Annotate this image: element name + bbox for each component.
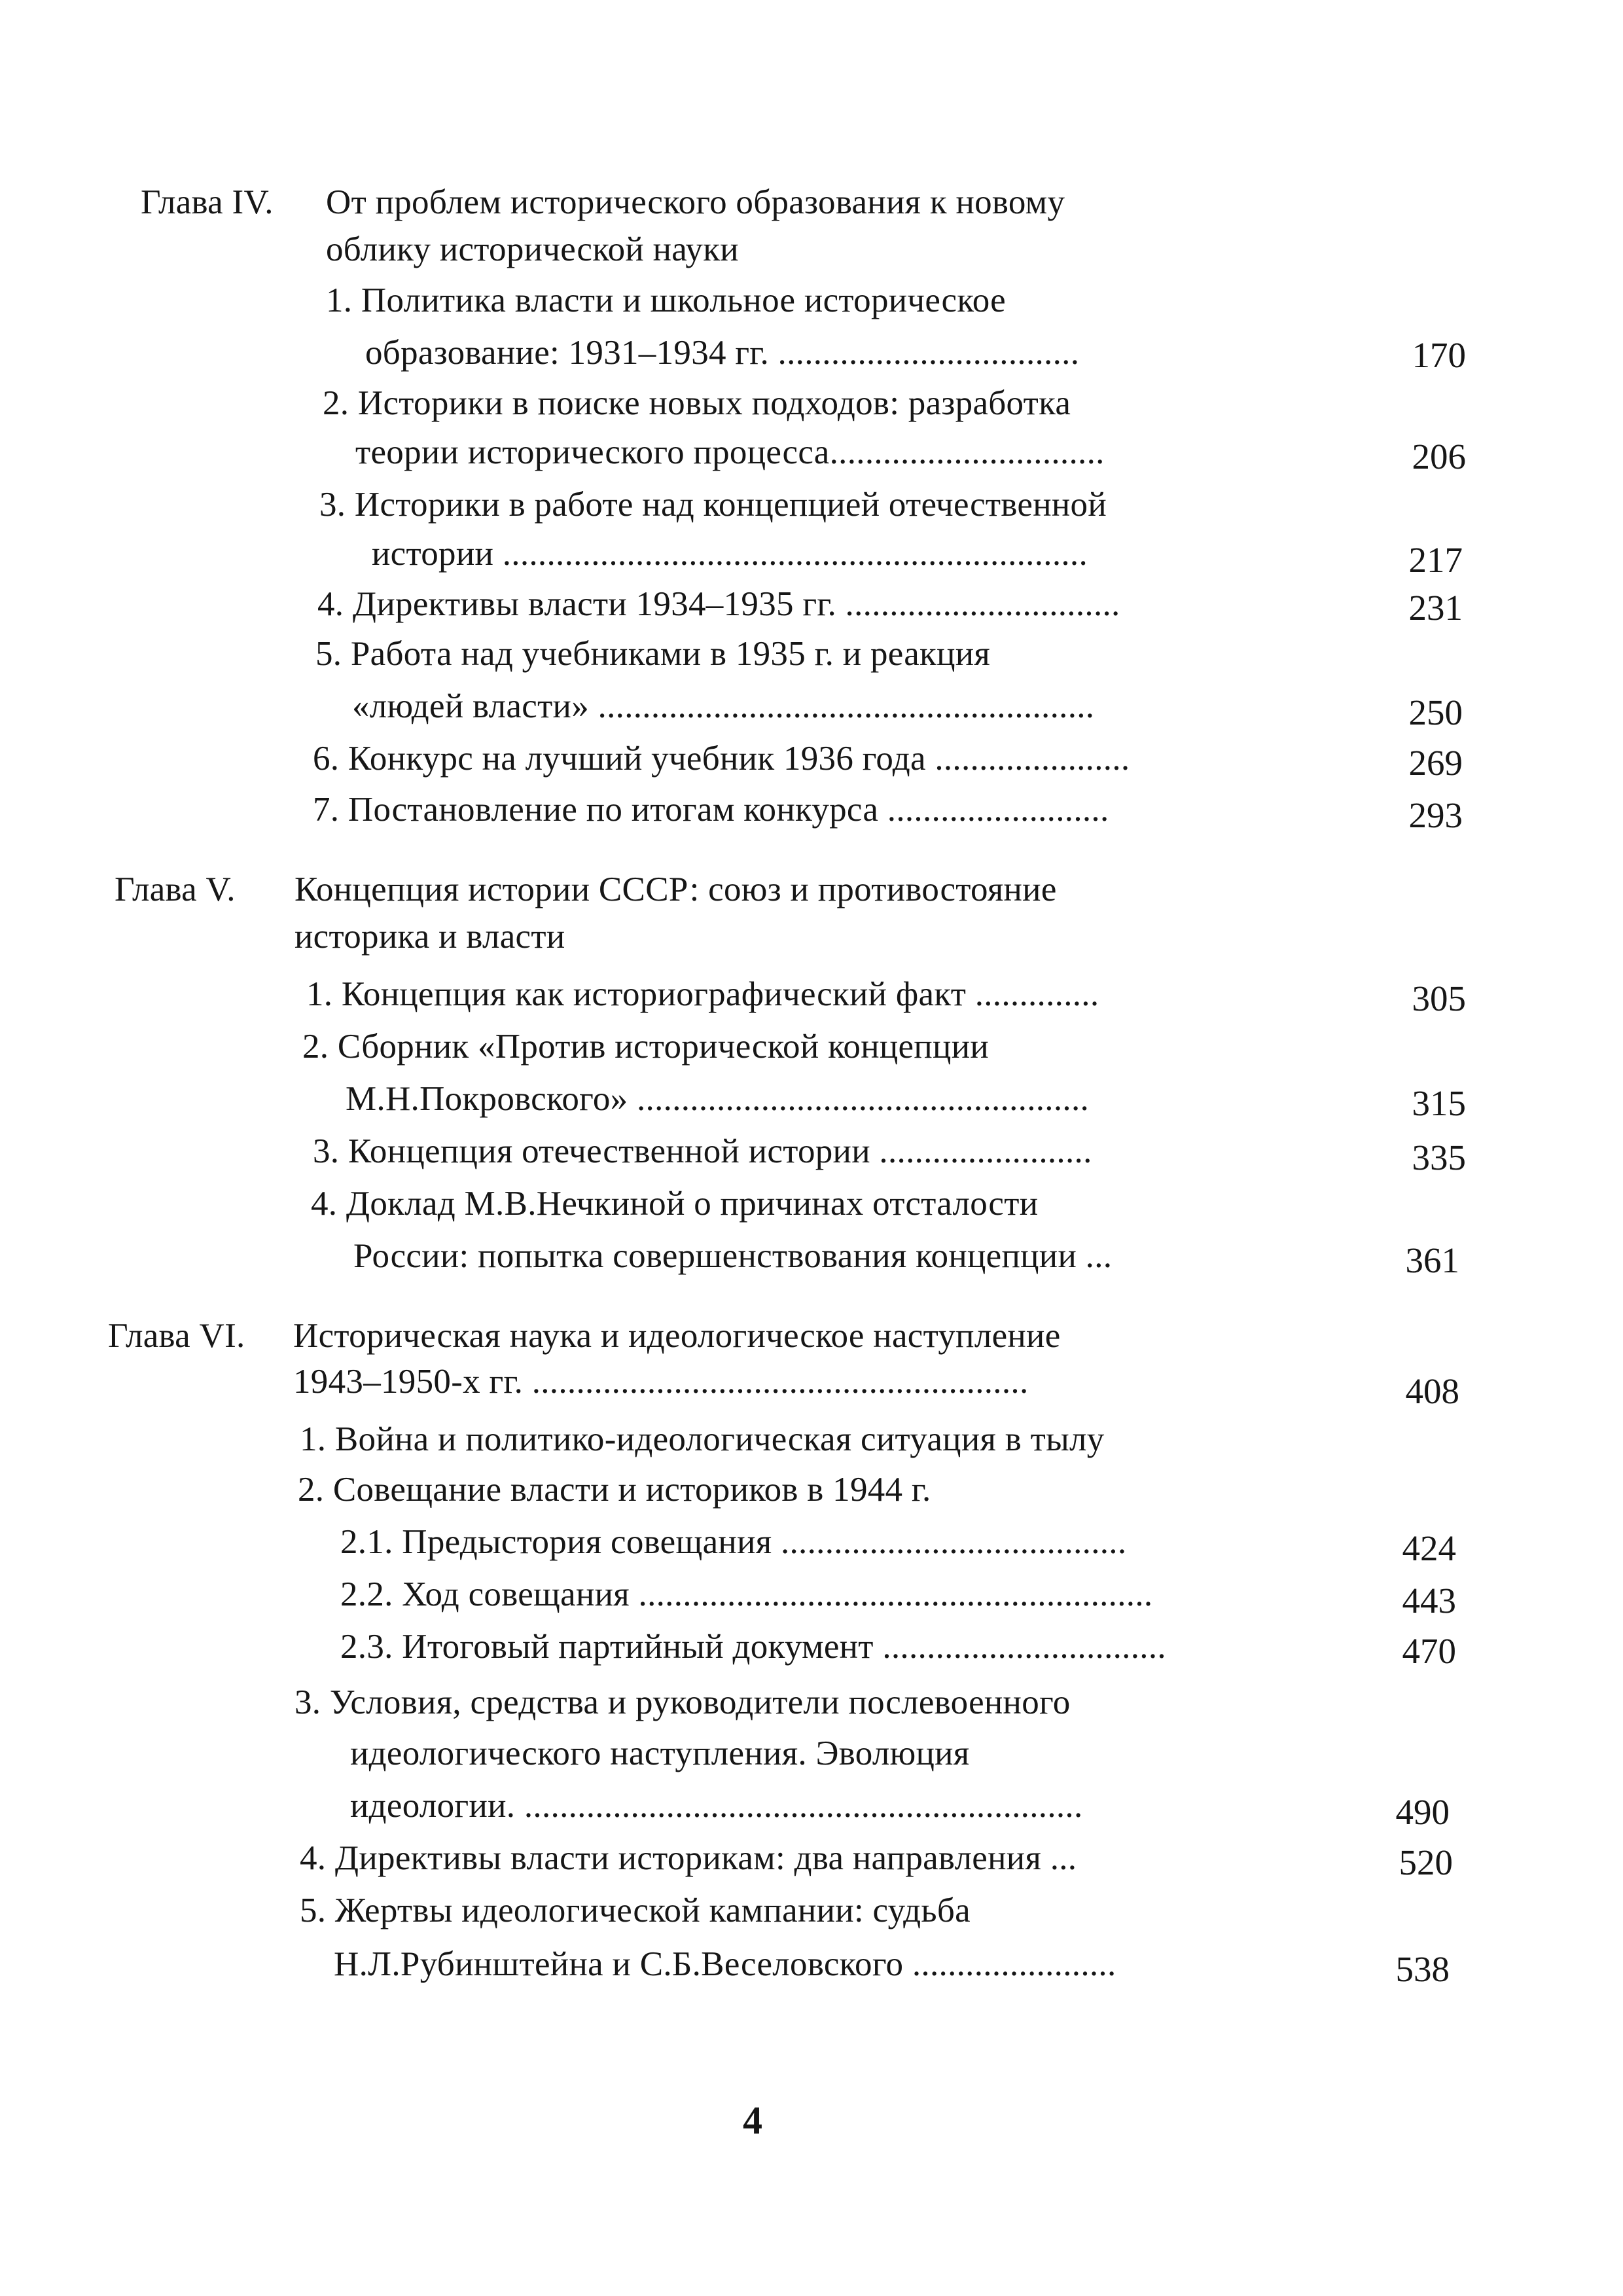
ch4-section-1-page: 170 <box>1412 335 1466 375</box>
ch6-section-3-cont-2: идеологии. ............................................................... <box>350 1787 1083 1825</box>
ch4-section-3-cont: истории .................................................................. <box>372 535 1088 573</box>
ch5-section-4-page: 361 <box>1405 1240 1459 1280</box>
ch4-section-5: 5. Работа над учебниками в 1935 г. и реакция <box>315 635 991 673</box>
ch4-section-2: 2. Историки в поиске новых подходов: разработка <box>323 384 1071 422</box>
ch4-section-6: 6. Конкурс на лучший учебник 1936 года ...................... <box>313 740 1130 778</box>
ch5-section-1-page: 305 <box>1412 978 1466 1018</box>
ch6-section-1: 1. Война и политико-идеологическая ситуация в тылу <box>300 1420 1105 1458</box>
chapter-6-page: 408 <box>1405 1371 1459 1411</box>
chapter-6-label: Глава VI. <box>108 1317 245 1355</box>
ch5-section-1: 1. Концепция как историографический факт .............. <box>306 975 1099 1013</box>
ch4-section-7-page: 293 <box>1408 795 1463 835</box>
ch5-section-4: 4. Доклад М.В.Нечкиной о причинах отсталости <box>311 1185 1039 1223</box>
ch6-section-3-cont: идеологического наступления. Эволюция <box>350 1734 970 1772</box>
chapter-4-title-cont: облику исторической науки <box>326 230 739 268</box>
ch6-subsection-2-3-page: 470 <box>1402 1631 1456 1671</box>
ch5-section-3-page: 335 <box>1412 1138 1466 1177</box>
chapter-4-label: Глава IV. <box>141 183 274 221</box>
ch6-subsection-2-1: 2.1. Предыстория совещания ....................................... <box>340 1523 1127 1561</box>
chapter-5-label: Глава V. <box>115 870 236 908</box>
chapter-4-title: От проблем исторического образования к новому <box>326 183 1065 221</box>
page-number: 4 <box>743 2099 762 2142</box>
ch5-section-2-page: 315 <box>1412 1083 1466 1123</box>
ch5-section-2-cont: М.Н.Покровского» ................................................... <box>346 1080 1090 1118</box>
ch6-section-3: 3. Условия, средства и руководители послевоенного <box>294 1683 1071 1721</box>
ch4-section-4: 4. Директивы власти 1934–1935 гг. ............................... <box>317 585 1120 623</box>
ch6-subsection-2-3: 2.3. Итоговый партийный документ ................................ <box>340 1628 1166 1666</box>
ch6-subsection-2-1-page: 424 <box>1402 1528 1456 1568</box>
ch4-section-5-cont: «людей власти» ........................................................ <box>352 687 1095 725</box>
ch6-section-5-page: 538 <box>1395 1949 1450 1989</box>
ch4-section-3: 3. Историки в работе над концепцией отечественной <box>319 486 1107 524</box>
chapter-6-title: Историческая наука и идеологическое наступление <box>293 1317 1061 1355</box>
ch4-section-6-page: 269 <box>1408 743 1463 783</box>
ch4-section-5-page: 250 <box>1408 692 1463 732</box>
ch4-section-1: 1. Политика власти и школьное историческое <box>326 281 1006 319</box>
ch4-section-3-page: 217 <box>1408 540 1463 580</box>
ch6-section-3-page: 490 <box>1395 1792 1450 1832</box>
ch6-section-4-page: 520 <box>1399 1842 1453 1882</box>
chapter-5-title: Концепция истории СССР: союз и противостояние <box>294 870 1057 908</box>
ch4-section-2-page: 206 <box>1412 437 1466 476</box>
chapter-5-title-cont: историка и власти <box>294 918 565 956</box>
ch4-section-4-page: 231 <box>1408 588 1463 628</box>
ch6-section-2: 2. Совещание власти и историков в 1944 г. <box>298 1471 931 1509</box>
chapter-6-title-cont: 1943–1950-х гг. ........................................................ <box>293 1363 1029 1401</box>
ch6-subsection-2-2-page: 443 <box>1402 1581 1456 1621</box>
ch4-section-2-cont: теории исторического процесса............................... <box>355 433 1105 471</box>
ch5-section-3: 3. Концепция отечественной истории ........................ <box>313 1132 1092 1170</box>
ch4-section-7: 7. Постановление по итогам конкурса ......................... <box>313 791 1109 829</box>
ch5-section-2: 2. Сборник «Против исторической концепции <box>302 1028 990 1066</box>
ch6-section-5-cont: Н.Л.Рубинштейна и С.Б.Веселовского ....................... <box>334 1945 1116 1983</box>
ch6-section-5: 5. Жертвы идеологической кампании: судьба <box>300 1892 971 1929</box>
ch6-subsection-2-2: 2.2. Ход совещания .......................................................... <box>340 1575 1153 1613</box>
ch6-section-4: 4. Директивы власти историкам: два направления ... <box>300 1839 1077 1877</box>
ch5-section-4-cont: России: попытка совершенствования концепции ... <box>353 1237 1113 1275</box>
ch4-section-1-cont: образование: 1931–1934 гг. .................................. <box>365 334 1080 372</box>
